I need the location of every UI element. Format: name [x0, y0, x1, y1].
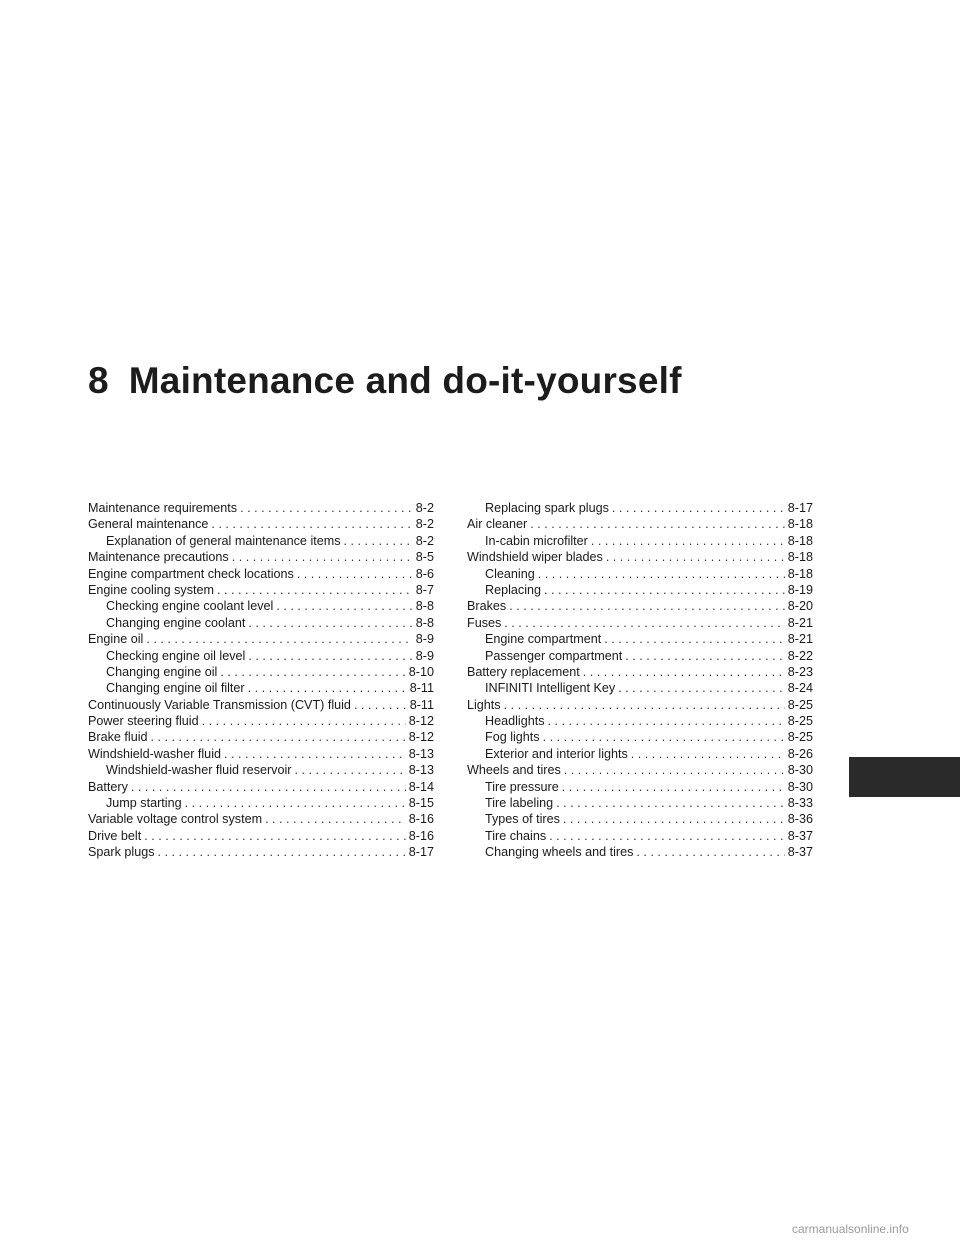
dot-leader	[564, 762, 785, 778]
dot-leader	[146, 631, 412, 647]
dot-leader	[509, 598, 785, 614]
toc-entry[interactable]	[467, 811, 813, 827]
toc-entry-label: Wheels and tires	[467, 763, 561, 778]
toc-entry-page: 8-22	[787, 648, 813, 663]
toc-entry[interactable]	[467, 582, 813, 598]
toc-entry[interactable]	[467, 500, 813, 516]
toc-entry-page: 8-9	[415, 648, 434, 663]
toc-entry-page: 8-21	[787, 632, 813, 647]
toc-entry-label: Engine oil	[88, 632, 144, 647]
toc-entry-page: 8-23	[787, 664, 813, 679]
toc-left-column	[88, 500, 434, 861]
dot-leader	[144, 828, 406, 844]
toc-entry[interactable]	[88, 811, 434, 827]
dot-leader	[606, 549, 785, 565]
toc-entry-label: Lights	[467, 697, 501, 712]
toc-entry-page: 8-14	[408, 779, 434, 794]
toc-entry[interactable]	[467, 533, 813, 549]
toc-entry-label: General maintenance	[88, 517, 209, 532]
dot-leader	[294, 762, 405, 778]
toc-entry[interactable]	[467, 648, 813, 664]
dot-leader	[232, 549, 413, 565]
toc-entry[interactable]	[88, 795, 434, 811]
toc-entry[interactable]	[467, 664, 813, 680]
toc-entry-page: 8-18	[787, 517, 813, 532]
toc-entry-page: 8-11	[409, 681, 434, 696]
toc-entry-page: 8-37	[787, 845, 813, 860]
toc-entry[interactable]	[88, 697, 434, 713]
toc-entry[interactable]	[88, 828, 434, 844]
dot-leader	[538, 566, 785, 582]
toc-entry-page: 8-33	[787, 796, 813, 811]
toc-entry-label: Jump starting	[106, 796, 182, 811]
toc-entry-label: Tire labeling	[485, 796, 554, 811]
toc-entry-page: 8-19	[787, 582, 813, 597]
toc-entry[interactable]	[467, 697, 813, 713]
toc-entry[interactable]	[88, 500, 434, 516]
dot-leader	[240, 500, 413, 516]
toc-entry[interactable]	[467, 844, 813, 860]
toc-entry[interactable]	[88, 598, 434, 614]
toc-entry[interactable]	[467, 631, 813, 647]
dot-leader	[248, 680, 407, 696]
dot-leader	[224, 746, 406, 762]
toc-entry-page: 8-25	[787, 730, 813, 745]
dot-leader	[631, 746, 785, 762]
toc-entry-label: Continuously Variable Transmission (CVT) fluid	[88, 697, 351, 712]
toc-entry[interactable]	[88, 729, 434, 745]
dot-leader	[504, 615, 784, 631]
dot-leader	[344, 533, 413, 549]
toc-entry-page: 8-11	[409, 697, 434, 712]
toc-entry-label: Tire chains	[485, 828, 547, 843]
dot-leader	[265, 811, 406, 827]
toc-entry-label: INFINITI Intelligent Key	[485, 681, 616, 696]
toc-entry-label: Exterior and interior lights	[485, 746, 628, 761]
toc-entry-page: 8-7	[415, 582, 434, 597]
dot-leader	[220, 664, 405, 680]
dot-leader	[530, 516, 785, 532]
dot-leader	[248, 615, 412, 631]
dot-leader	[583, 664, 785, 680]
toc-entry-label: Maintenance requirements	[88, 501, 238, 515]
dot-leader	[211, 516, 412, 532]
toc-entry-page: 8-2	[415, 533, 434, 548]
dot-leader	[248, 648, 412, 664]
toc-entry-label: Battery replacement	[467, 664, 580, 679]
toc-entry[interactable]	[88, 549, 434, 565]
toc-entry[interactable]	[467, 779, 813, 795]
toc-entry-page: 8-25	[787, 714, 813, 729]
toc-entry-label: Checking engine coolant level	[106, 599, 274, 614]
dot-leader	[549, 828, 785, 844]
dot-leader	[276, 598, 412, 614]
toc-entry-page: 8-2	[415, 517, 434, 532]
chapter-tab-marker	[849, 757, 960, 797]
toc-entry-page: 8-26	[787, 746, 813, 761]
toc-entry-page: 8-6	[415, 566, 434, 581]
chapter-number: 8	[88, 360, 109, 401]
toc-entry-label: Explanation of general maintenance items	[106, 533, 341, 548]
dot-leader	[217, 582, 413, 598]
toc-entry[interactable]	[467, 729, 813, 745]
toc-entry-page: 8-10	[408, 664, 434, 679]
toc-entry[interactable]	[467, 795, 813, 811]
dot-leader	[158, 844, 406, 860]
toc-entry-label: Types of tires	[485, 812, 560, 827]
toc-entry[interactable]	[467, 615, 813, 631]
toc-entry[interactable]	[467, 549, 813, 565]
toc-entry-page: 8-16	[408, 828, 434, 843]
toc-entry[interactable]	[88, 844, 434, 860]
toc-entry-page: 8-15	[408, 796, 434, 811]
toc-entry-label: Passenger compartment	[485, 648, 623, 663]
dot-leader	[543, 729, 785, 745]
dot-leader	[625, 648, 785, 664]
toc-entry[interactable]	[88, 516, 434, 532]
toc-entry-page: 8-18	[787, 550, 813, 565]
toc-entry-label: Replacing spark plugs	[485, 501, 609, 515]
toc-entry-label: Changing engine oil filter	[106, 681, 245, 696]
toc-entry-label: Tire pressure	[485, 779, 559, 794]
dot-leader	[504, 697, 785, 713]
toc-entry-label: Maintenance precautions	[88, 550, 229, 565]
toc-entry-page: 8-17	[787, 501, 813, 515]
toc-entry[interactable]	[467, 746, 813, 762]
toc-entry-label: Changing wheels and tires	[485, 845, 634, 860]
toc-entry-page: 8-12	[408, 730, 434, 745]
dot-leader	[591, 533, 785, 549]
chapter-title	[88, 360, 682, 402]
toc-entry-page: 8-9	[415, 632, 434, 647]
toc-entry-label: Engine cooling system	[88, 582, 215, 597]
dot-leader	[297, 566, 413, 582]
toc-entry-page: 8-24	[787, 681, 813, 696]
toc-entry-page: 8-20	[787, 599, 813, 614]
toc-entry-label: Fuses	[467, 615, 502, 630]
toc-entry-page: 8-5	[415, 550, 434, 565]
toc-entry-page: 8-8	[415, 615, 434, 630]
toc-entry-page: 8-13	[408, 746, 434, 761]
chapter-title-text: Maintenance and do-it-yourself	[128, 360, 682, 401]
dot-leader	[202, 713, 406, 729]
dot-leader	[563, 811, 785, 827]
toc-entry[interactable]	[88, 746, 434, 762]
toc-entry-label: Brake fluid	[88, 730, 148, 745]
toc-entry-label: Variable voltage control system	[88, 812, 263, 827]
toc-entry-label: Headlights	[485, 714, 545, 729]
toc-entry[interactable]	[88, 713, 434, 729]
dot-leader	[548, 713, 785, 729]
toc-entry[interactable]	[88, 680, 434, 696]
watermark: carmanualsonline.info	[792, 1222, 909, 1236]
toc-entry-label: Replacing	[485, 582, 542, 597]
dot-leader	[562, 779, 785, 795]
dot-leader	[131, 779, 406, 795]
toc-entry[interactable]	[88, 533, 434, 549]
toc-entry[interactable]	[88, 762, 434, 778]
toc-entry-page: 8-21	[787, 615, 813, 630]
toc-entry-label: Windshield-washer fluid reservoir	[106, 763, 292, 778]
toc-entry-page: 8-17	[408, 845, 434, 860]
toc-entry[interactable]	[467, 680, 813, 696]
toc-entry[interactable]	[467, 598, 813, 614]
toc-entry-page: 8-18	[787, 566, 813, 581]
toc-entry-label: Air cleaner	[467, 517, 528, 532]
toc-entry[interactable]	[88, 615, 434, 631]
dot-leader	[544, 582, 785, 598]
toc-entry-page: 8-12	[408, 714, 434, 729]
toc-entry-label: In-cabin microfilter	[485, 533, 588, 548]
dot-leader	[604, 631, 785, 647]
dot-leader	[618, 680, 785, 696]
toc-entry[interactable]	[467, 516, 813, 532]
toc-entry-page: 8-18	[787, 533, 813, 548]
toc-entry[interactable]	[88, 779, 434, 795]
toc-entry-page: 8-13	[408, 763, 434, 778]
toc-entry-label: Changing engine oil	[106, 664, 218, 679]
toc-entry[interactable]	[88, 566, 434, 582]
toc-entry-page: 8-36	[787, 812, 813, 827]
toc-entry-page: 8-37	[787, 828, 813, 843]
toc-entry[interactable]	[88, 631, 434, 647]
toc-entry-label: Windshield-washer fluid	[88, 746, 221, 761]
toc-entry-label: Fog lights	[485, 730, 540, 745]
toc-entry-label: Battery	[88, 779, 128, 794]
dot-leader	[612, 500, 785, 516]
toc-entry-page: 8-30	[787, 779, 813, 794]
dot-leader	[151, 729, 406, 745]
toc-entry-label: Cleaning	[485, 566, 535, 581]
toc-entry-page: 8-16	[408, 812, 434, 827]
toc-entry-label: Engine compartment	[485, 632, 602, 647]
dot-leader	[185, 795, 406, 811]
toc-entry-label: Engine compartment check locations	[88, 566, 294, 581]
toc-entry[interactable]	[88, 582, 434, 598]
toc-entry[interactable]	[88, 664, 434, 680]
toc-right-column	[467, 500, 813, 861]
dot-leader	[556, 795, 785, 811]
toc-entry-label: Drive belt	[88, 828, 142, 843]
toc-entry[interactable]	[88, 648, 434, 664]
dot-leader	[636, 844, 784, 860]
toc-entry-label: Checking engine oil level	[106, 648, 246, 663]
dot-leader	[354, 697, 407, 713]
toc-entry-page: 8-8	[415, 599, 434, 614]
toc-entry-page: 8-30	[787, 763, 813, 778]
toc-entry-label: Spark plugs	[88, 845, 155, 860]
toc-entry-label: Windshield wiper blades	[467, 550, 603, 565]
toc-entry[interactable]	[467, 828, 813, 844]
toc-entry-label: Power steering fluid	[88, 714, 199, 729]
toc-entry[interactable]	[467, 566, 813, 582]
toc-entry-label: Changing engine coolant	[106, 615, 246, 630]
toc-entry[interactable]	[467, 762, 813, 778]
toc-entry-label: Brakes	[467, 599, 507, 614]
toc-entry[interactable]	[467, 713, 813, 729]
toc-entry-page: 8-25	[787, 697, 813, 712]
toc-entry-page: 8-2	[415, 501, 434, 515]
